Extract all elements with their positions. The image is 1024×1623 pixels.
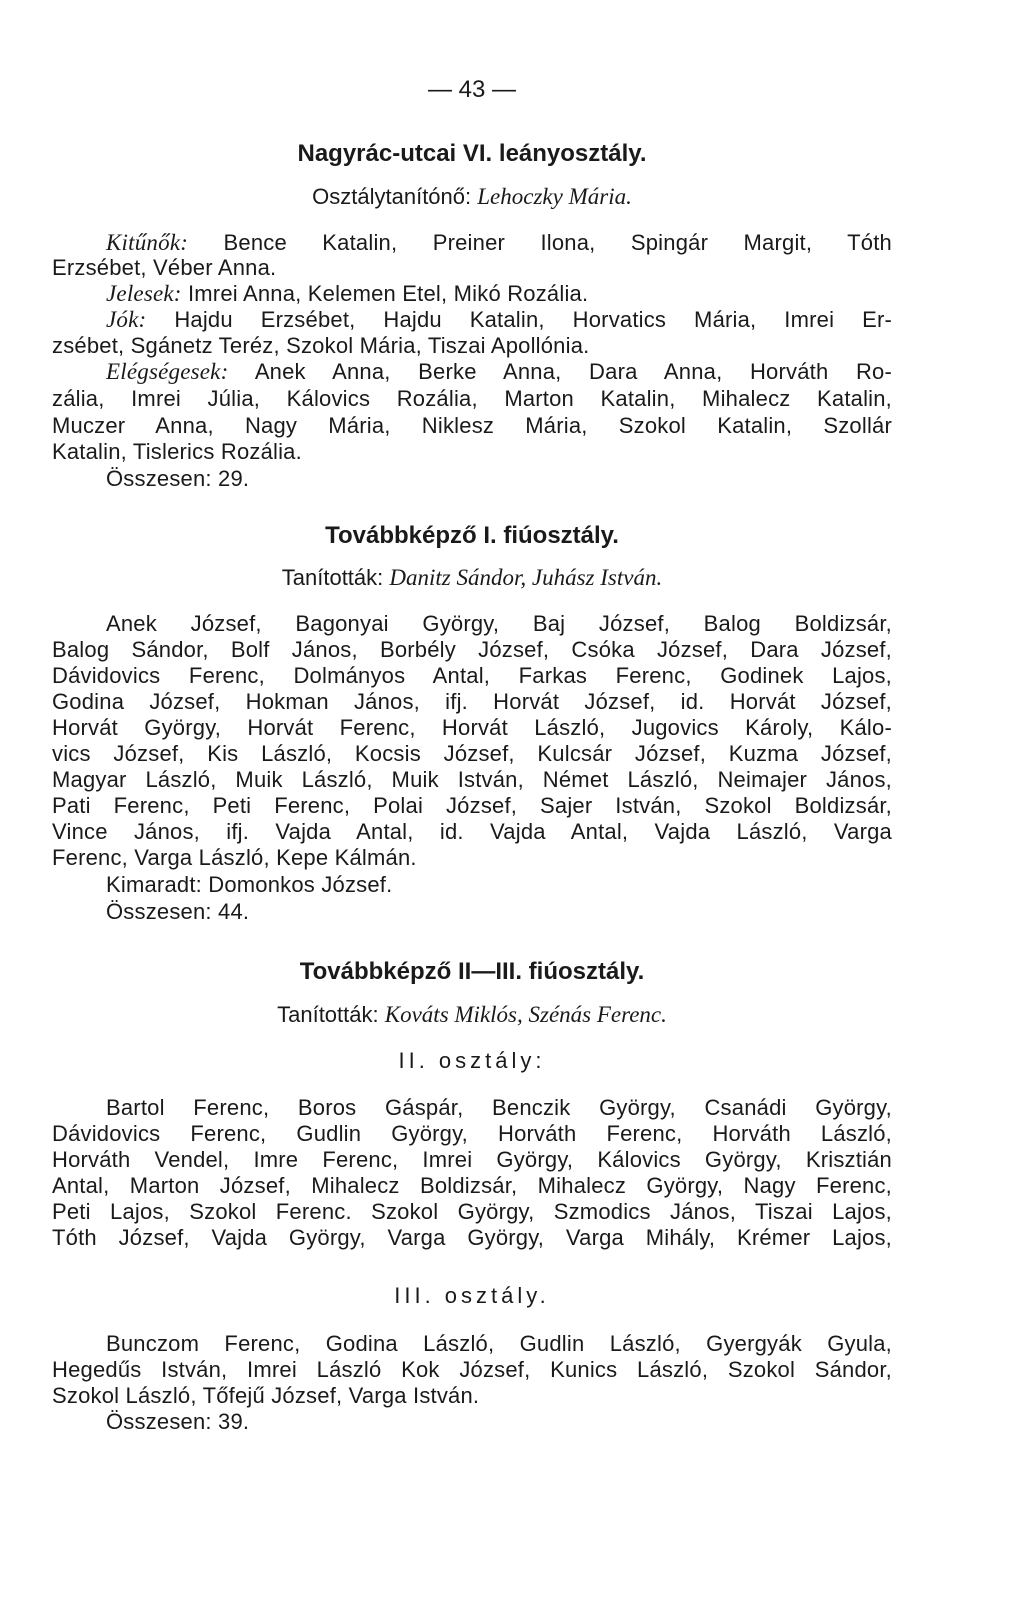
jelesek-line bbox=[52, 280, 892, 308]
teacher-line-3 bbox=[52, 1002, 892, 1028]
teacher-names: Danitz Sándor, Juhász István. bbox=[389, 565, 663, 590]
kitunok-line-1 bbox=[52, 229, 892, 257]
teacher-label: Tanították: bbox=[281, 565, 384, 590]
names-line: Horvát György, Horvát Ferenc, Horvát László, Jugovics Károly, Kálo- bbox=[52, 715, 892, 740]
teacher-line-2 bbox=[52, 565, 892, 591]
elegsegesek-line-4: Katalin, Tislerics Rozália. bbox=[52, 439, 302, 464]
section-title-2: Továbbképző I. fiúosztály. bbox=[325, 522, 619, 549]
jok-line-1 bbox=[52, 306, 892, 334]
elegsegesek-names-1: Anek Anna, Berke Anna, Dara Anna, Horváth Ro- bbox=[254, 359, 892, 384]
teacher-line-1 bbox=[52, 184, 892, 210]
page-number: — 43 — bbox=[427, 76, 517, 103]
teacher-name: Lehoczky Mária. bbox=[477, 184, 632, 209]
total-3: Összesen: 39. bbox=[106, 1409, 250, 1434]
section-title-3: Továbbképző II—III. fiúosztály. bbox=[299, 958, 645, 985]
names-line: Pati Ferenc, Peti Ferenc, Polai József, Sajer István, Szokol Boldizsár, bbox=[52, 793, 892, 818]
class3-line: Bunczom Ferenc, Godina László, Gudlin László, Gyergyák Gyula, bbox=[106, 1331, 892, 1356]
teacher-label: Tanították: bbox=[277, 1002, 379, 1027]
class2-line: Antal, Marton József, Mihalecz Boldizsár, Mihalecz György, Nagy Ferenc, bbox=[52, 1173, 892, 1198]
class2-line: Dávidovics Ferenc, Gudlin György, Horváth Ferenc, Horváth László, bbox=[52, 1121, 892, 1146]
elegsegesek-line-1 bbox=[52, 358, 892, 386]
names-line: Magyar László, Muik László, Muik István, Német László, Neimajer János, bbox=[52, 767, 892, 792]
elegsegesek-label: Elégségesek: bbox=[106, 359, 229, 384]
jok-label: Jók: bbox=[106, 307, 147, 332]
kitunok-names-1: Bence Katalin, Preiner Ilona, Spingár Margit, Tóth bbox=[223, 230, 892, 255]
names-line: Vince János, ifj. Vajda Antal, id. Vajda Antal, Vajda László, Varga bbox=[52, 819, 892, 844]
class2-line: Peti Lajos, Szokol Ferenc. Szokol György, Szmodics János, Tiszai Lajos, bbox=[52, 1199, 892, 1224]
class2-line: Tóth József, Vajda György, Varga György, Varga Mihály, Krémer Lajos, bbox=[52, 1225, 892, 1250]
teacher-names: Kováts Miklós, Szénás Ferenc. bbox=[384, 1002, 667, 1027]
kitunok-label: Kitűnők: bbox=[106, 230, 189, 255]
names-line: Balog Sándor, Bolf János, Borbély József, Csóka József, Dara József, bbox=[52, 637, 892, 662]
elegsegesek-line-3: Muczer Anna, Nagy Mária, Niklesz Mária, Szokol Katalin, Szollár bbox=[52, 413, 892, 438]
kitunok-line-2: Erzsébet, Véber Anna. bbox=[52, 255, 277, 280]
section-title-1: Nagyrác-utcai VI. leányosztály. bbox=[297, 140, 647, 167]
class2-line: Horváth Vendel, Imre Ferenc, Imrei György, Kálovics György, Krisztián bbox=[52, 1147, 892, 1172]
names-line: Ferenc, Varga László, Kepe Kálmán. bbox=[52, 845, 417, 870]
elegsegesek-line-2: zália, Imrei Júlia, Kálovics Rozália, Marton Katalin, Mihalecz Katalin, bbox=[52, 386, 892, 411]
jelesek-label: Jelesek: bbox=[106, 281, 182, 306]
class3-line: Szokol László, Tőfejű József, Varga István. bbox=[52, 1383, 480, 1408]
names-line: vics József, Kis László, Kocsis József, Kulcsár József, Kuzma József, bbox=[52, 741, 892, 766]
class3-heading: III. osztály. bbox=[394, 1283, 550, 1308]
names-line: Dávidovics Ferenc, Dolmányos Antal, Farkas Ferenc, Godinek Lajos, bbox=[52, 663, 892, 688]
total-1: Összesen: 29. bbox=[106, 466, 250, 491]
class2-heading: II. osztály: bbox=[398, 1048, 546, 1073]
total-2: Összesen: 44. bbox=[106, 899, 250, 924]
jelesek-names: Imrei Anna, Kelemen Etel, Mikó Rozália. bbox=[187, 281, 589, 306]
class3-line: Hegedűs István, Imrei László Kok József, Kunics László, Szokol Sándor, bbox=[52, 1357, 892, 1382]
jok-names-1: Hajdu Erzsébet, Hajdu Katalin, Horvatics Mária, Imrei Er- bbox=[174, 307, 893, 332]
names-line: Godina József, Hokman János, ifj. Horvát József, id. Horvát József, bbox=[52, 689, 892, 714]
kimaradt-line: Kimaradt: Domonkos József. bbox=[106, 872, 393, 897]
jok-line-2: zsébet, Sgánetz Teréz, Szokol Mária, Tiszai Apollónia. bbox=[52, 333, 590, 358]
names-line: Anek József, Bagonyai György, Baj József, Balog Boldizsár, bbox=[106, 611, 892, 636]
teacher-label: Osztálytanítónő: bbox=[312, 184, 472, 209]
class2-line: Bartol Ferenc, Boros Gáspár, Benczik György, Csanádi György, bbox=[106, 1095, 892, 1120]
